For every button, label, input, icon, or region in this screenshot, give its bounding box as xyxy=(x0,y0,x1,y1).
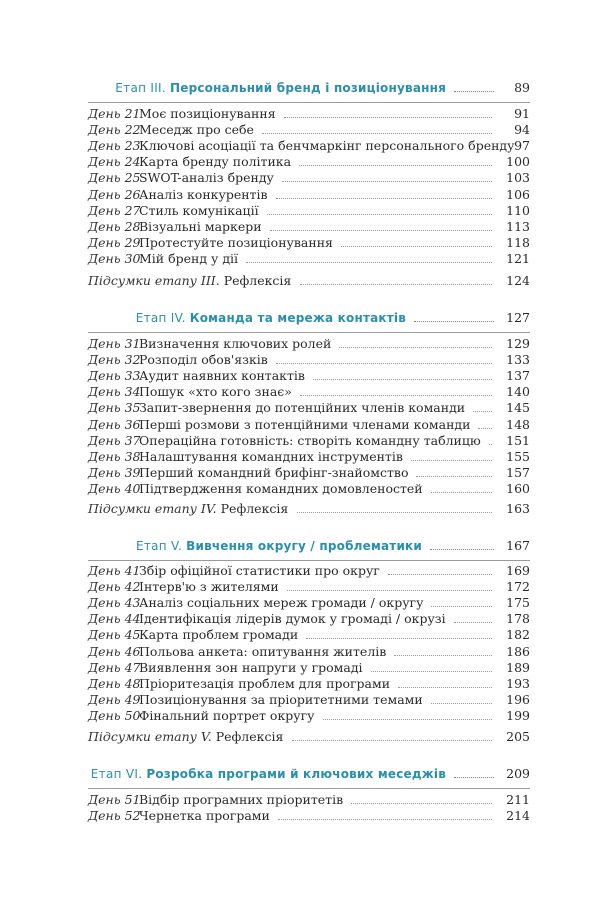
entry-page-number: 189 xyxy=(506,659,530,675)
entry-page-number: 94 xyxy=(514,122,530,138)
entry-page-number: 211 xyxy=(506,792,530,807)
dot-leader xyxy=(297,512,492,513)
stage-heading xyxy=(136,310,530,325)
day-label: День 31 xyxy=(88,336,141,351)
summary-page-number: 163 xyxy=(506,501,530,516)
stage-heading xyxy=(136,538,530,553)
toc-entry[interactable] xyxy=(88,808,530,824)
entry-title: Збір офіційної статистики про округ xyxy=(139,563,380,578)
day-label: День 41 xyxy=(88,563,141,578)
stage-summary-entry[interactable] xyxy=(88,273,530,289)
entry-page-number: 193 xyxy=(506,675,530,691)
entry-page-number: 172 xyxy=(506,579,530,595)
entry-page-number: 129 xyxy=(506,336,530,351)
entry-page-number: 100 xyxy=(506,154,530,170)
dot-leader xyxy=(306,638,492,639)
dot-leader xyxy=(473,411,492,412)
entry-page-number: 140 xyxy=(506,384,530,400)
entry-title: Пошук «хто кого знає» xyxy=(139,384,292,400)
dot-leader xyxy=(341,246,492,247)
entry-title: Аудит наявних контактів xyxy=(139,368,305,384)
entry-title: Карта бренду політика xyxy=(139,154,292,170)
dot-leader xyxy=(416,476,492,477)
toc-entry[interactable] xyxy=(88,219,530,235)
dot-leader xyxy=(454,83,494,92)
day-label: День 27 xyxy=(88,202,141,218)
toc-entry[interactable] xyxy=(88,563,530,579)
day-label: День 26 xyxy=(88,186,141,202)
toc-entry[interactable] xyxy=(88,336,530,352)
toc-entry[interactable] xyxy=(88,235,530,251)
entry-title: Моє позиціонування xyxy=(139,106,276,121)
dot-leader xyxy=(284,117,492,118)
entry-page-number: 113 xyxy=(506,218,530,234)
entry-title: Позиціонування за пріоритетними темами xyxy=(139,691,423,707)
toc-entry[interactable] xyxy=(88,449,530,465)
toc-entry[interactable] xyxy=(88,251,530,267)
dot-leader xyxy=(299,165,492,166)
dot-leader xyxy=(287,590,492,591)
dot-leader xyxy=(278,819,492,820)
entry-page-number: 155 xyxy=(506,448,530,464)
stage-header-link[interactable] xyxy=(88,538,530,558)
stage-page-number: 167 xyxy=(506,538,530,553)
stage-name: Розробка програми й ключових меседжів xyxy=(146,767,446,781)
toc-entry[interactable] xyxy=(88,481,530,497)
day-label: День 25 xyxy=(88,170,141,186)
day-label: День 37 xyxy=(88,432,141,448)
day-label: День 33 xyxy=(88,368,141,384)
day-label: День 29 xyxy=(88,234,141,250)
summary-title: Рефлексія xyxy=(220,501,289,516)
entry-title: Меседж про себе xyxy=(139,122,254,138)
dot-leader xyxy=(313,379,492,380)
entry-title: Запит-звернення до потенційних членів команди xyxy=(139,400,466,416)
dot-leader xyxy=(431,606,492,607)
toc-entry[interactable] xyxy=(88,187,530,203)
toc-entry[interactable] xyxy=(88,708,530,724)
entry-title: SWOT-аналіз бренду xyxy=(139,170,274,186)
entry-page-number: 157 xyxy=(506,464,530,480)
toc-entry[interactable] xyxy=(88,627,530,643)
entry-page-number: 182 xyxy=(506,627,530,643)
dot-leader xyxy=(398,687,492,688)
entry-title: Карта проблем громади xyxy=(139,627,299,643)
summary-title: Рефлексія xyxy=(215,729,284,744)
dot-leader xyxy=(430,541,494,550)
day-label: День 44 xyxy=(88,611,141,627)
day-label: День 51 xyxy=(88,792,141,807)
summary-page-number: 124 xyxy=(506,273,530,288)
stage-name: Вивчення округу / проблематики xyxy=(186,539,422,553)
stage-heading xyxy=(91,766,530,781)
stage-heading xyxy=(115,80,530,95)
entry-title: Виявлення зон напруги у громаді xyxy=(139,659,363,675)
dot-leader xyxy=(351,803,492,804)
dot-leader xyxy=(371,671,492,672)
day-label: День 34 xyxy=(88,384,141,400)
section-divider xyxy=(88,560,530,561)
dot-leader xyxy=(267,214,492,215)
stage-header-link[interactable] xyxy=(88,310,530,330)
toc-entry[interactable] xyxy=(88,368,530,384)
toc-entry[interactable] xyxy=(88,433,530,449)
day-label: День 50 xyxy=(88,707,141,723)
dot-leader xyxy=(431,703,492,704)
summary-label: Підсумки етапу V. xyxy=(88,729,212,744)
section-divider xyxy=(88,102,530,103)
dot-leader xyxy=(282,181,492,182)
entry-title: Перші розмови з потенційними членами команди xyxy=(139,416,471,432)
stage-page-number: 209 xyxy=(506,766,530,781)
entry-title: Інтерв'ю з жителями xyxy=(139,579,279,595)
stage-summary-entry[interactable] xyxy=(88,501,530,517)
day-label: День 43 xyxy=(88,595,141,611)
dot-leader xyxy=(394,655,492,656)
toc-entry[interactable] xyxy=(88,400,530,416)
dot-leader xyxy=(414,313,494,322)
day-label: День 23 xyxy=(88,138,141,154)
entry-title: Ідентифікація лідерів думок у громаді / окрузі xyxy=(139,611,446,627)
day-label: День 24 xyxy=(88,154,141,170)
entry-page-number: 133 xyxy=(506,352,530,368)
stage-label: Етап III. xyxy=(115,81,167,95)
toc-entry[interactable] xyxy=(88,352,530,368)
entry-page-number: 137 xyxy=(506,368,530,384)
entry-title: Ключові асоціації та бенчмаркінг персонального бренду xyxy=(139,138,515,154)
toc-entry[interactable] xyxy=(88,138,530,154)
entry-page-number: 97 xyxy=(514,138,530,154)
toc-entry[interactable] xyxy=(88,579,530,595)
toc-entry[interactable] xyxy=(88,676,530,692)
day-label: День 28 xyxy=(88,218,141,234)
entry-title: Протестуйте позиціонування xyxy=(139,234,333,250)
toc-entry[interactable] xyxy=(88,203,530,219)
toc-entry[interactable] xyxy=(88,644,530,660)
day-label: День 42 xyxy=(88,579,141,595)
dot-leader xyxy=(300,284,492,285)
stage-label: Етап V. xyxy=(135,539,183,553)
day-label: День 48 xyxy=(88,675,141,691)
dot-leader xyxy=(489,444,492,445)
stage-page-number: 89 xyxy=(514,80,530,95)
entry-title: Аналіз конкурентів xyxy=(139,186,268,202)
dot-leader xyxy=(454,622,492,623)
day-label: День 36 xyxy=(88,416,141,432)
day-label: День 47 xyxy=(88,659,141,675)
summary-label: Підсумки етапу IV. xyxy=(88,501,217,516)
entry-title: Візуальні маркери xyxy=(139,218,262,234)
day-label: День 45 xyxy=(88,627,141,643)
toc-entry[interactable] xyxy=(88,384,530,400)
day-label: День 38 xyxy=(88,448,141,464)
entry-title: Стиль комунікації xyxy=(139,202,259,218)
summary-label: Підсумки етапу III. xyxy=(88,273,220,288)
entry-page-number: 196 xyxy=(506,691,530,707)
summary-title: Рефлексія xyxy=(223,273,292,288)
day-label: День 35 xyxy=(88,400,141,416)
entry-title: Налаштування командних інструментів xyxy=(139,448,403,464)
stage-label: Етап IV. xyxy=(135,311,186,325)
dot-leader xyxy=(276,363,492,364)
entry-title: Польова анкета: опитування жителів xyxy=(139,643,387,659)
stage-header-link[interactable] xyxy=(88,766,530,786)
day-label: День 49 xyxy=(88,691,141,707)
entry-title: Визначення ключових ролей xyxy=(139,336,332,351)
stage-page-number: 127 xyxy=(506,310,530,325)
toc-entry[interactable] xyxy=(88,465,530,481)
entry-title: Відбір програмних пріоритетів xyxy=(139,792,344,807)
entry-title: Розподіл обов'язків xyxy=(139,352,268,368)
toc-entry[interactable] xyxy=(88,595,530,611)
day-label: День 22 xyxy=(88,122,141,138)
section-divider xyxy=(88,788,530,789)
entry-page-number: 148 xyxy=(506,416,530,432)
dot-leader xyxy=(411,460,492,461)
day-label: День 21 xyxy=(88,106,141,121)
toc-entry[interactable] xyxy=(88,122,530,138)
entry-title: Фінальний портрет округу xyxy=(139,707,315,723)
dot-leader xyxy=(339,347,492,348)
stage-name: Персональний бренд і позиціонування xyxy=(170,81,446,95)
toc-entry[interactable] xyxy=(88,660,530,676)
entry-page-number: 175 xyxy=(506,595,530,611)
entry-title: Перший командний брифінг-знайомство xyxy=(139,464,409,480)
day-label: День 46 xyxy=(88,643,141,659)
day-label: День 30 xyxy=(88,250,141,266)
section-divider xyxy=(88,332,530,333)
entry-page-number: 110 xyxy=(506,202,530,218)
entry-title: Чернетка програми xyxy=(139,808,270,824)
toc-entry[interactable] xyxy=(88,170,530,186)
toc-entry[interactable] xyxy=(88,611,530,627)
entry-page-number: 106 xyxy=(506,186,530,202)
entry-title: Аналіз соціальних мереж громади / округу xyxy=(139,595,424,611)
summary-page-number: 205 xyxy=(506,729,530,744)
entry-page-number: 103 xyxy=(506,170,530,186)
entry-page-number: 186 xyxy=(506,643,530,659)
entry-page-number: 160 xyxy=(506,480,530,496)
dot-leader xyxy=(300,395,492,396)
dot-leader xyxy=(246,262,492,263)
dot-leader xyxy=(431,492,492,493)
stage-label: Етап VI. xyxy=(90,767,143,781)
entry-page-number: 118 xyxy=(506,234,530,250)
dot-leader xyxy=(478,428,492,429)
dot-leader xyxy=(388,574,492,575)
toc-entry[interactable] xyxy=(88,154,530,170)
dot-leader xyxy=(292,740,492,741)
entry-page-number: 169 xyxy=(506,563,530,578)
dot-leader xyxy=(270,230,492,231)
day-label: День 52 xyxy=(88,808,141,824)
entry-page-number: 199 xyxy=(506,707,530,723)
entry-title: Підтвердження командних домовленостей xyxy=(139,480,423,496)
entry-page-number: 214 xyxy=(506,808,530,824)
entry-title: Пріоритезація проблем для програми xyxy=(139,675,391,691)
day-label: День 39 xyxy=(88,464,141,480)
entry-page-number: 91 xyxy=(514,106,530,121)
dot-leader xyxy=(262,133,492,134)
stage-name: Команда та мережа контактів xyxy=(189,311,406,325)
entry-page-number: 145 xyxy=(506,400,530,416)
dot-leader xyxy=(454,769,494,778)
stage-header-link[interactable] xyxy=(88,80,530,100)
day-label: День 40 xyxy=(88,480,141,496)
entry-page-number: 121 xyxy=(506,250,530,266)
day-label: День 32 xyxy=(88,352,141,368)
entry-title: Операційна готовність: створіть командну таблицю xyxy=(139,432,481,448)
dot-leader xyxy=(276,198,492,199)
toc-entry[interactable] xyxy=(88,417,530,433)
toc-entry[interactable] xyxy=(88,692,530,708)
entry-title: Мій бренд у дії xyxy=(139,250,239,266)
entry-page-number: 151 xyxy=(506,432,530,448)
dot-leader xyxy=(323,719,492,720)
stage-summary-entry[interactable] xyxy=(88,729,530,745)
toc-entry[interactable] xyxy=(88,106,530,122)
entry-page-number: 178 xyxy=(506,611,530,627)
toc-entry[interactable] xyxy=(88,792,530,808)
